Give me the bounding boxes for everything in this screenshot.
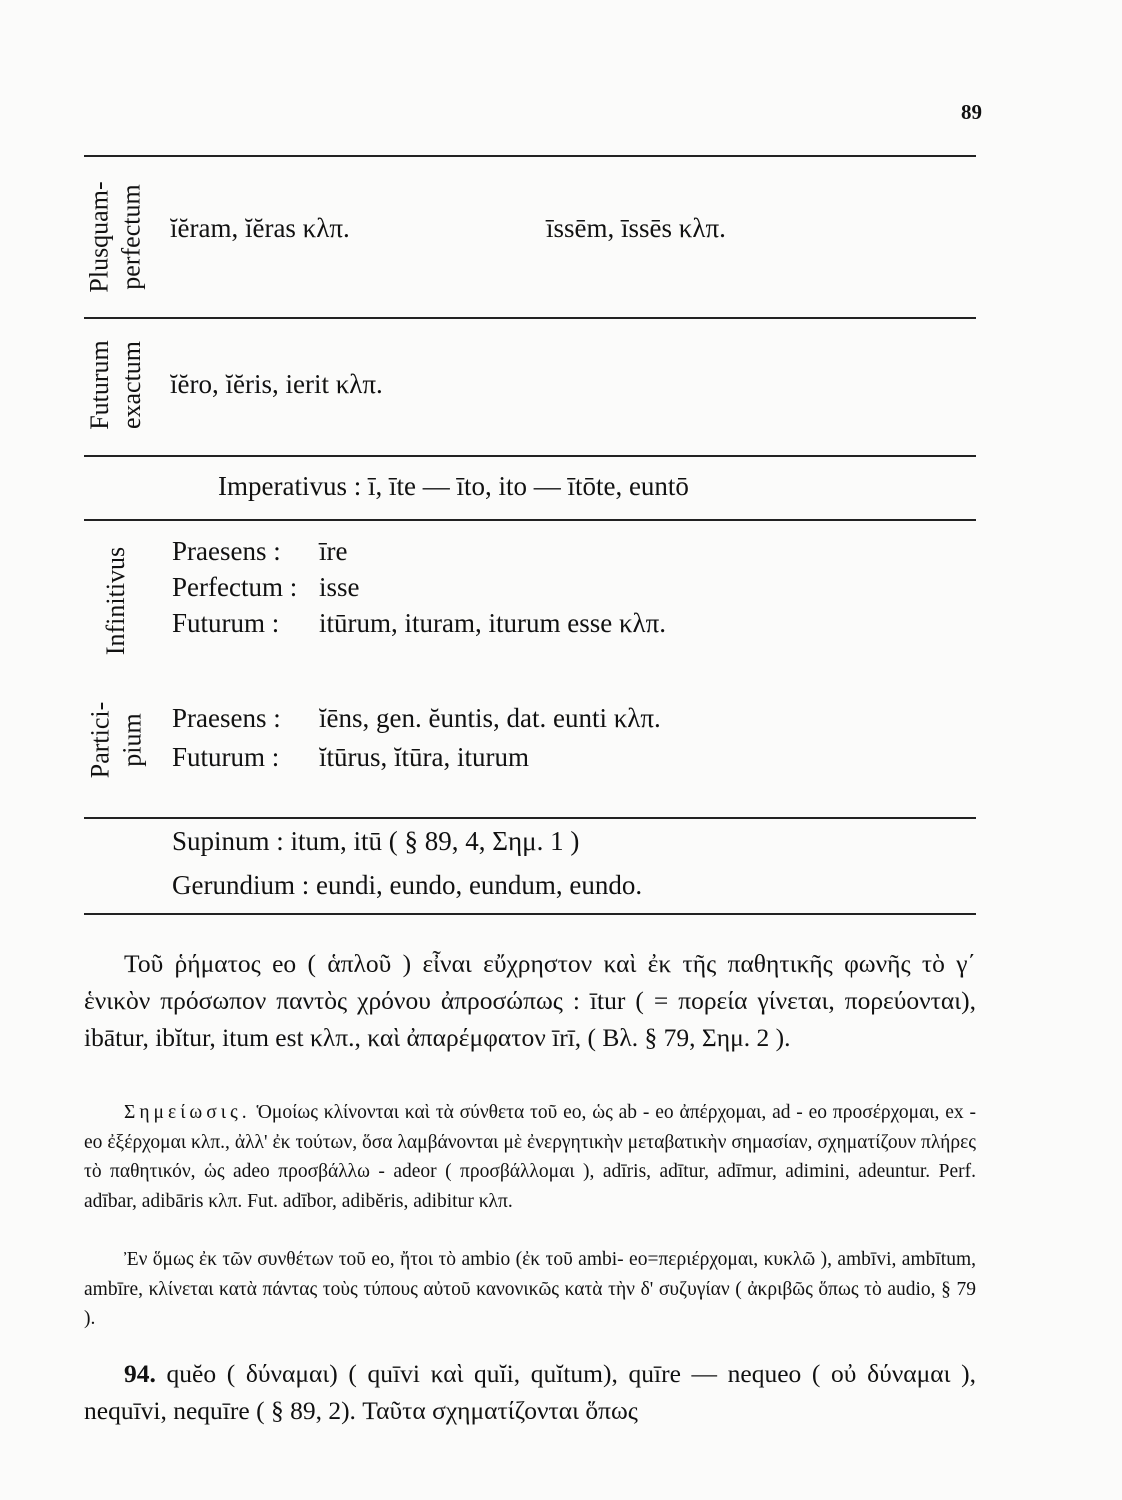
rule-after-participium (84, 817, 976, 819)
infinitivus-row (172, 608, 666, 639)
section-number: 94. (124, 1359, 156, 1388)
participium-row-value: ĭēns, gen. ĕuntis, dat. eunti κλπ. (319, 703, 661, 733)
infinitivus-row-label: Futurum : (172, 608, 280, 638)
participium-row-label: Futurum : (172, 742, 280, 772)
futurum-exactum-label (78, 319, 154, 451)
page-number: 89 (961, 100, 982, 124)
infinitivus-row-value: itūrum, ituram, iturum esse κλπ. (319, 608, 667, 638)
plusquamperfectum-label (78, 157, 154, 317)
infinitivus-row-label: Praesens : (172, 536, 281, 566)
infinitivus-row-value: isse (319, 572, 360, 602)
body-paragraph: Τοῦ ῥήματος eo ( ἁπλοῦ ) εἶναι εὔχρηστον καὶ ἐκ τῆς παθητικῆς φωνῆς τὸ γ΄ ἑνικὸν πρόσωπον παντὸς χρόνου ἀπροσώπως : ītur ( = πορεία γίνεται, πορεύονται), ibātur, ibĭtur, itum est κλπ., καὶ ἀπαρέμφατον īrī, ( Βλ. § 79, Σημ. 2 ). (84, 949, 976, 1052)
futurum-exactum-label-line1: Futurum (85, 340, 115, 430)
plusquamperfectum-label-line2: perfectum (117, 184, 147, 290)
participium-label (78, 681, 154, 799)
futurum-exactum-label-line2: exactum (117, 340, 147, 430)
plusquamperfectum-label-line1: Plusquam- (85, 181, 115, 293)
rule-after-futurum-exactum (84, 455, 976, 457)
note-text-1: Ὁμοίως κλίνονται καὶ τὰ σύνθετα τοῦ eo, ὡς ab - eo ἀπέρχομαι, ad - eo προσέρχομαι, ex - eo ἐξέρχομαι κλπ., ἀλλ' ἐκ τούτων, ὅσα λαμβάνονται μὲ ἐνεργητικὴν μεταβατικὴν σημασίαν, σχηματίζουν πλήρες τὸ παθητικόν, ὡς adeo προσβάλλω - adeor ( προσβάλλομαι ), adīris, adītur, adīmur, adimini, adeuntur. Perf. adībar, adibāris κλπ. Fut. adībor, adibĕris, adibitur κλπ. (84, 1102, 976, 1212)
table-top-rule (84, 155, 976, 157)
infinitivus-row-label: Perfectum : (172, 572, 298, 602)
futurum-exactum-form: ĭĕro, ĭĕris, ierit κλπ. (170, 369, 383, 399)
supinum-line: Supinum : itum, itū ( § 89, 4, Σημ. 1 ) (172, 826, 580, 856)
infinitivus-row-value: īre (319, 536, 348, 566)
section-94-text: quĕo ( δύναμαι) ( quīvi καὶ quĭi, quĭtum), quīre — nequeo ( οὐ δύναμαι ), nequīvi, nequīre ( § 89, 2). Ταῦτα σχηματίζονται ὅπως (84, 1359, 976, 1425)
infinitivus-row (172, 572, 360, 603)
infinitivus-label-text: Infinitivus (101, 546, 130, 656)
gerundium-line: Gerundium : eundi, eundo, eundum, eundo. (172, 870, 643, 900)
infinitivus-label (78, 521, 154, 681)
plusquamperfectum-form2: īssēm, īssēs κλπ. (546, 213, 726, 243)
rule-after-imperativus (84, 519, 976, 521)
plusquamperfectum-form1: ĭĕram, ĭĕras κλπ. (170, 213, 350, 243)
note-paragraph-2: Ἐν ὅμως ἐκ τῶν συνθέτων τοῦ eo, ἤτοι τὸ ambio (ἐκ τοῦ ambi- eo=περιέρχομαι, κυκλῶ ), ambīvi, ambītum, ambīre, κλίνεται κατὰ πάντας τοὺς τύπους αὐτοῦ κανονικῶς κατὰ τὴν δ' συζυγίαν ( ἀκριβῶς ὅπως τὸ audio, § 79 ). (84, 1249, 976, 1329)
rule-after-plusquam (84, 317, 976, 319)
participium-row (172, 742, 529, 773)
participium-label-line2: pium (117, 713, 146, 767)
participium-row-value: ĭtūrus, ĭtūra, iturum (319, 742, 529, 772)
participium-label-line1: Partici- (85, 701, 114, 779)
participium-row (172, 703, 661, 734)
infinitivus-row (172, 536, 347, 567)
note-paragraph-1 (84, 1098, 976, 1216)
section-94-paragraph (84, 1355, 976, 1429)
note-heading: Σημείωσις. (124, 1102, 251, 1123)
participium-row-label: Praesens : (172, 703, 281, 733)
table-bottom-rule (84, 913, 976, 915)
imperativus-line: Imperativus : ī, īte — īto, ito — ītōte, euntō (218, 471, 689, 501)
